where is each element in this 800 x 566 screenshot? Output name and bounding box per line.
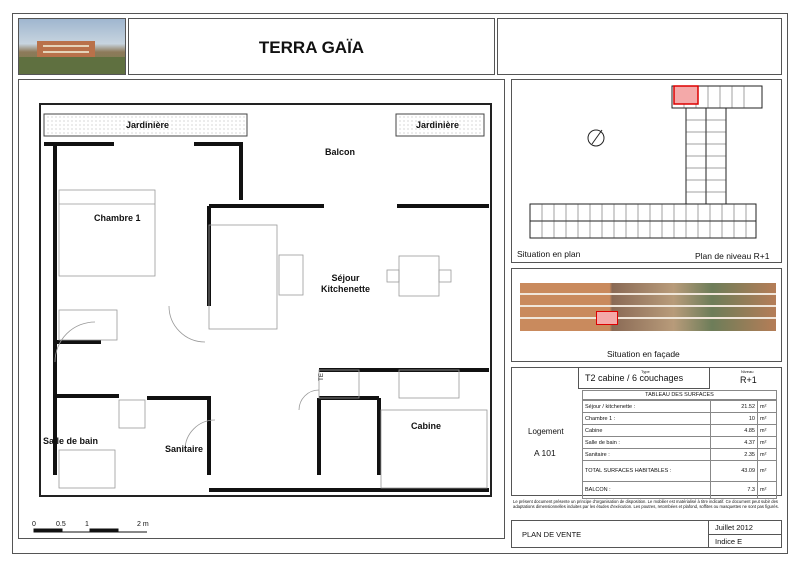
- floor-plan-panel: [18, 79, 505, 539]
- logement-id: A 101: [534, 448, 556, 458]
- label-salle-de-bain: Salle de bain: [43, 436, 99, 446]
- surfaces-table-title: TABLEAU DES SURFACES: [582, 390, 777, 400]
- label-jardiniere-left: Jardinière: [126, 120, 170, 130]
- unit-info-panel: [511, 367, 782, 496]
- label-chambre: Chambre 1: [94, 213, 141, 223]
- header-image: [18, 18, 126, 75]
- document-indice: Indice E: [715, 537, 743, 546]
- unit-level: R+1: [740, 375, 757, 385]
- scale-label-0: 0: [32, 521, 36, 528]
- document-date: Juillet 2012: [715, 523, 753, 532]
- niveau-small-label: Niveau: [741, 369, 754, 374]
- label-te: TE: [318, 373, 325, 381]
- surfaces-table: [582, 390, 777, 499]
- label-cabine: Cabine: [411, 421, 442, 431]
- facade-location-marker: [596, 311, 618, 325]
- building-plan-image: [512, 80, 783, 264]
- scale-label-1: 1: [85, 521, 89, 528]
- level-plan-label: Plan de niveau R+1: [695, 251, 770, 261]
- table-row: Séjour / kitchenette : 21.52 m²: [583, 401, 777, 413]
- type-small-label: Type: [641, 369, 650, 374]
- label-sejour: Séjour Kitchenette: [321, 273, 371, 294]
- disclaimer-text: Le présent document présente un principe d'organisation de disposition. Le mobilier est matérialisé à titre indicatif. Ce document peut subir des adaptations dimensionnelles induites par les études d'exécution. Les poutres, retombées et plafond, soffites ou masquettes ne sont pas figurés.: [513, 499, 779, 509]
- unit-location-marker: [674, 86, 698, 104]
- table-row: Chambre 1 : 10 m²: [583, 413, 777, 425]
- table-row: Salle de bain : 4.37 m²: [583, 437, 777, 449]
- document-type: PLAN DE VENTE: [522, 530, 582, 539]
- logement-label: Logement: [528, 427, 564, 436]
- facade-image: [520, 283, 776, 331]
- table-row: Sanitaire : 2.35 m²: [583, 449, 777, 461]
- table-row-balcon: BALCON : 7.3 m²: [583, 482, 777, 499]
- header-blank-box: [497, 18, 782, 75]
- page-title: TERRA GAÏA: [258, 38, 365, 57]
- situation-facade-panel: [511, 268, 782, 362]
- scale-label-05: 0.5: [56, 521, 66, 528]
- floor-plan: [19, 80, 506, 540]
- table-row-total: TOTAL SURFACES HABITABLES : 43.09 m²: [583, 461, 777, 482]
- type-cell: [578, 368, 710, 389]
- footer-panel: [511, 520, 782, 548]
- label-balcon: Balcon: [325, 147, 356, 157]
- label-jardiniere-right: Jardinière: [416, 120, 460, 130]
- situation-plan-label: Situation en plan: [517, 249, 581, 259]
- header-title-box: [128, 18, 495, 75]
- table-row: Cabine 4.85 m²: [583, 425, 777, 437]
- unit-type: T2 cabine / 6 couchages: [585, 373, 684, 383]
- scale-label-2m: 2 m: [137, 521, 149, 528]
- situation-plan-panel: [511, 79, 782, 263]
- label-sanitaire: Sanitaire: [165, 444, 204, 454]
- situation-facade-label: Situation en façade: [607, 349, 680, 359]
